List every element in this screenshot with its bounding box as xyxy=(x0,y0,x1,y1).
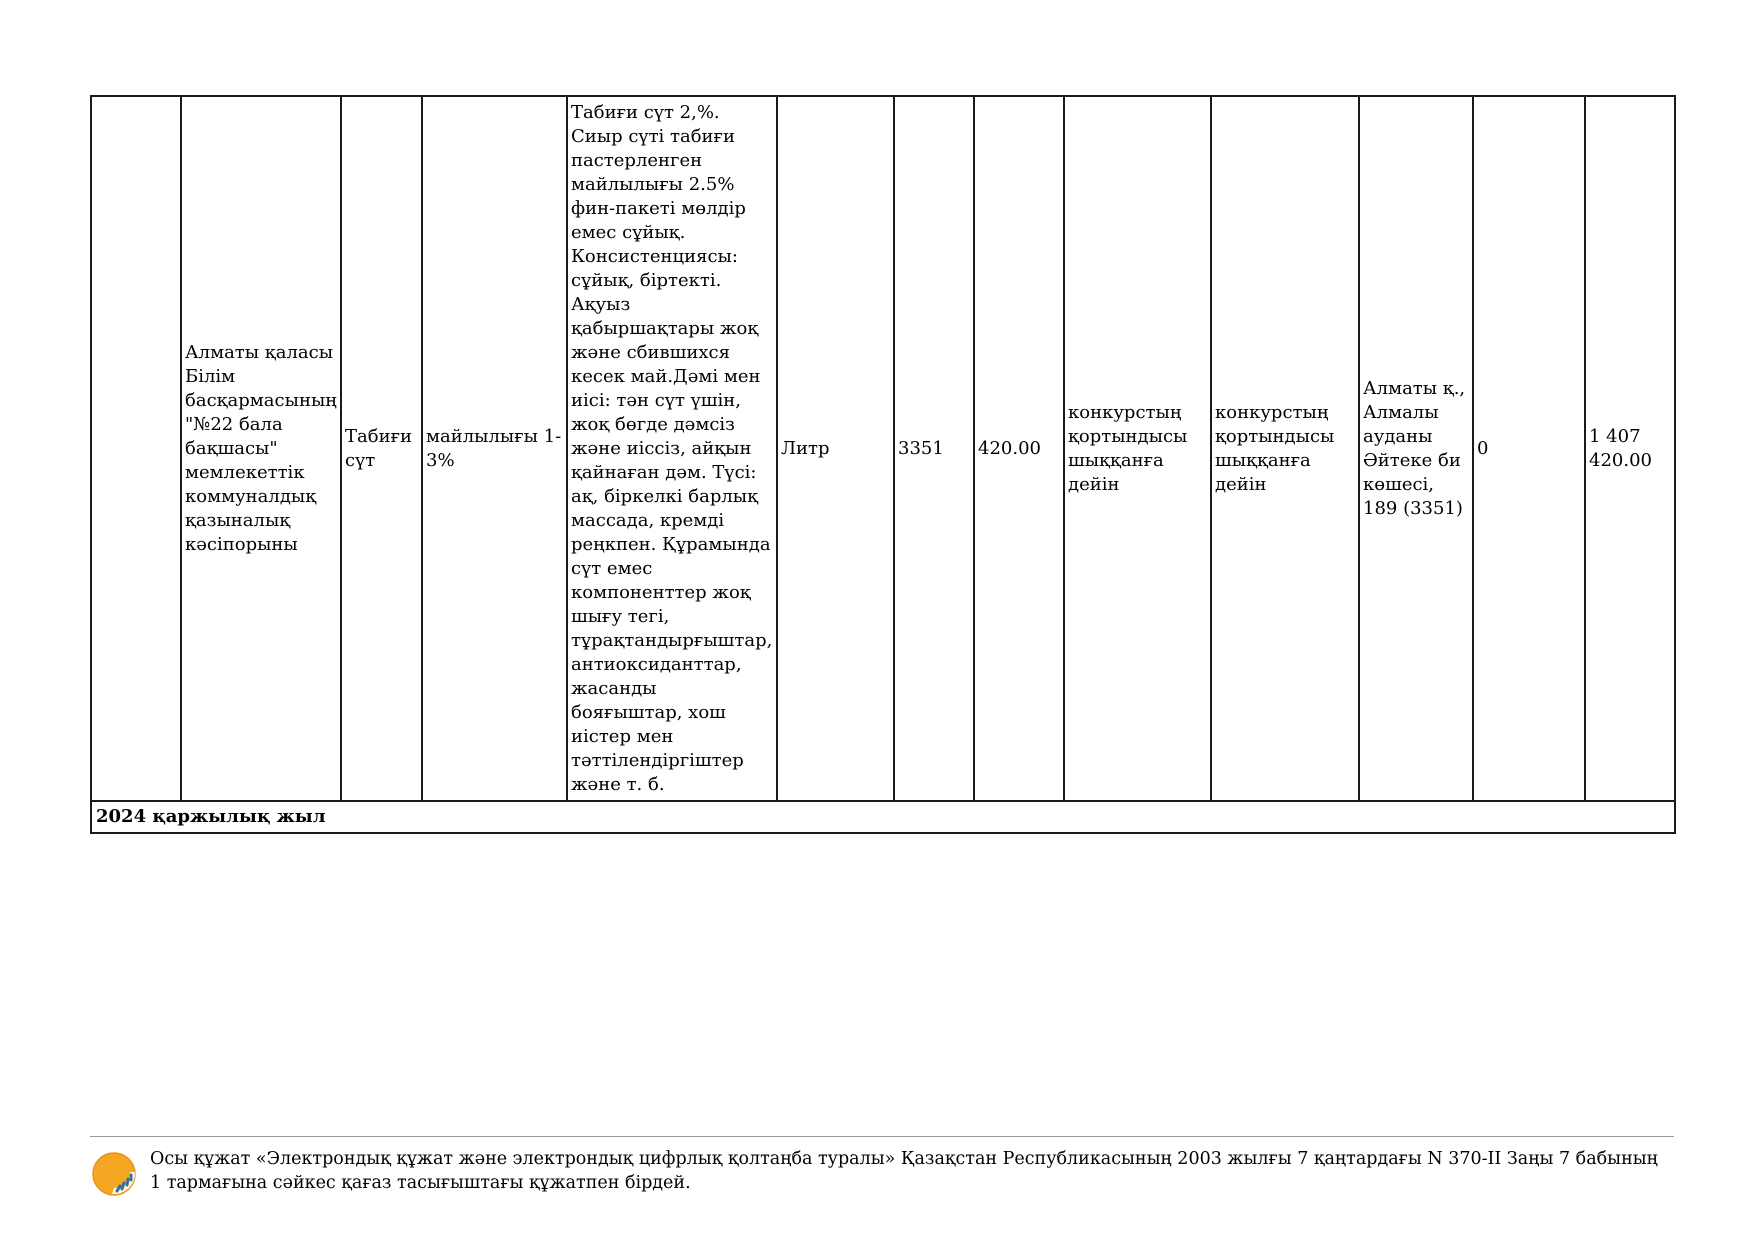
cell-full-spec: Табиғи сүт 2,%. Сиыр сүті табиғи пастерленген майлылығы 2.5% фин-пакеті мөлдір емес сұйық. Консистенциясы: сұйық, біртекті. Ақуыз қабыршақтары жоқ және сбившихся кесек май.Дәмі мен иісі: тән сүт үшін, жоқ бөгде дәмсіз және иіссіз, айқын қайнаған дәм. Түсі: ақ, біркелкі барлық массада, кремді реңкпен. Құрамында сүт емес компоненттер жоқ шығу тегі, тұрақтандырғыштар, антиоксиданттар, жасанды бояғыштар, хош иістер мен тәттілендіргіштер және т. б. xyxy=(567,96,777,801)
cell-delivery-term: конкурстың қортындысы шыққанға дейін xyxy=(1064,96,1211,801)
cell-customer: Алматы қаласы Білім басқармасының "№22 бала бақшасы" мемлекеттік коммуналдық қазыналық кәсіпорыны xyxy=(181,96,341,801)
year-row xyxy=(91,801,1675,833)
cell-number xyxy=(91,96,181,801)
procurement-table xyxy=(90,95,1676,834)
footer xyxy=(90,1136,1674,1198)
cell-short-spec: майлылығы 1-3% xyxy=(422,96,567,801)
cell-delivery-term-2: конкурстың қортындысы шыққанға дейін xyxy=(1211,96,1359,801)
cell-unit: Литр xyxy=(777,96,894,801)
cell-price: 420.00 xyxy=(974,96,1064,801)
cell-product-name: Табиғи сүт xyxy=(341,96,422,801)
cell-total: 1 407 420.00 xyxy=(1585,96,1675,801)
footer-notice-text: Осы құжат «Электрондық құжат және электрондық цифрлық қолтаңба туралы» Қазақстан Республикасының 2003 жылғы 7 қаңтардағы N 370-II Заңы 7 бабының 1 тармағына сәйкес қағаз тасығыштағы құжатпен бірдей. xyxy=(150,1149,1658,1193)
cell-address: Алматы қ., Алмалы ауданы Әйтеке би көшесі, 189 (3351) xyxy=(1359,96,1473,801)
cell-quantity: 3351 xyxy=(894,96,974,801)
cell-advance: 0 xyxy=(1473,96,1585,801)
table-row xyxy=(91,96,1675,801)
egov-logo-icon xyxy=(90,1150,138,1198)
procurement-table-wrapper xyxy=(90,95,1674,834)
year-label: 2024 қаржылық жыл xyxy=(91,801,1675,833)
